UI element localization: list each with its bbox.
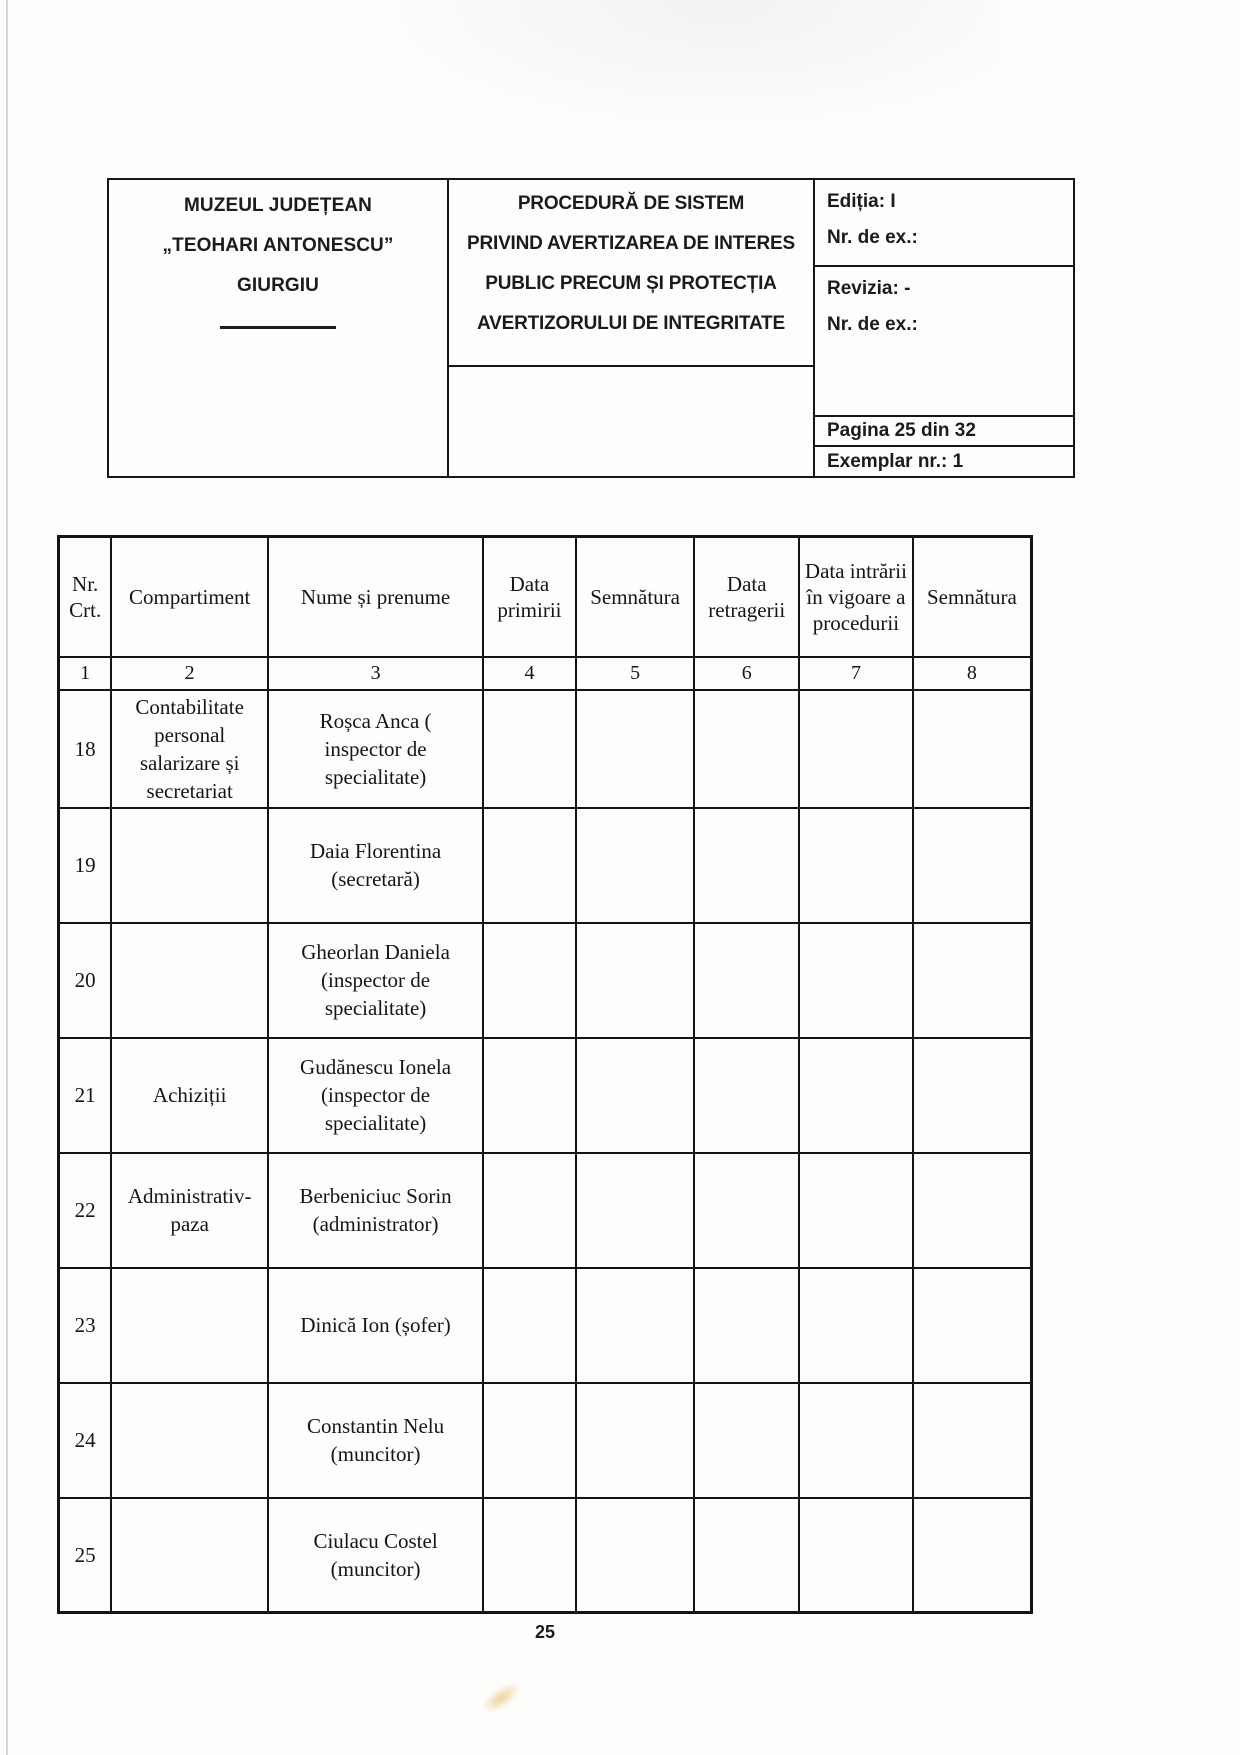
cell-nume-prenume: Ciulacu Costel (muncitor): [268, 1498, 483, 1613]
cell-semnatura-2: [913, 923, 1032, 1038]
cell-nr-crt: 19: [59, 808, 112, 923]
cell-compartiment: [111, 808, 268, 923]
table-row: [59, 1038, 1032, 1153]
column-number-row: [59, 657, 1032, 690]
procedure-title-line1: PROCEDURĂ DE SISTEM: [517, 193, 745, 214]
table-row: [59, 690, 1032, 808]
cell-data-retragerii: [694, 1038, 799, 1153]
procedure-title-cell: [449, 180, 813, 367]
document-meta-column: [815, 180, 1073, 476]
procedure-title-line3: PUBLIC PRECUM ȘI PROTECȚIA: [485, 273, 777, 294]
col-header-nr-crt: Nr. Crt.: [59, 537, 112, 657]
table-row: [59, 1498, 1032, 1613]
cell-compartiment: Administrativ-paza: [111, 1153, 268, 1268]
cell-semnatura-1: [576, 1498, 695, 1613]
table-row: [59, 1383, 1032, 1498]
main-table-body: [59, 690, 1032, 1613]
signature-table: [57, 535, 1033, 1614]
col-header-semnatura-1: Semnătura: [576, 537, 695, 657]
cell-semnatura-2: [913, 808, 1032, 923]
cell-semnatura-1: [576, 1153, 695, 1268]
cell-data-primirii: [483, 808, 576, 923]
cell-data-intrarii: [799, 923, 913, 1038]
edition-cell: [815, 180, 1073, 267]
cell-compartiment: [111, 1498, 268, 1613]
organization-cell: [109, 180, 449, 476]
revision-cell: [815, 267, 1073, 417]
copies-label-2: Nr. de ex.:: [827, 313, 918, 335]
cell-nr-crt: 18: [59, 690, 112, 808]
title-empty-cell: [449, 367, 813, 476]
cell-data-primirii: [483, 690, 576, 808]
table-row: [59, 1153, 1032, 1268]
cell-nume-prenume: Gheorlan Daniela (inspector de specialitate): [268, 923, 483, 1038]
page-info-label: Pagina 25 din 32: [827, 420, 976, 441]
copies-label-1: Nr. de ex.:: [827, 227, 918, 248]
col-header-compartiment: Compartiment: [111, 537, 268, 657]
cell-data-intrarii: [799, 808, 913, 923]
col-header-data-intrarii: Data intrării în vigoare a procedurii: [799, 537, 913, 657]
organization-name-line3: GIURGIU: [237, 275, 319, 296]
cell-nume-prenume: Berbeniciuc Sorin (administrator): [268, 1153, 483, 1268]
col-number-7: 7: [799, 657, 913, 690]
cell-nume-prenume: Daia Florentina (secretară): [268, 808, 483, 923]
cell-semnatura-1: [576, 1383, 695, 1498]
document-header-table: [107, 178, 1075, 478]
cell-compartiment: [111, 1383, 268, 1498]
cell-data-retragerii: [694, 1383, 799, 1498]
edition-label: Ediția: I: [827, 191, 896, 212]
cell-data-retragerii: [694, 808, 799, 923]
page-info-cell: [815, 417, 1073, 447]
cell-nume-prenume: Gudănescu Ionela (inspector de specialitate): [268, 1038, 483, 1153]
cell-semnatura-1: [576, 808, 695, 923]
cell-data-retragerii: [694, 923, 799, 1038]
cell-data-retragerii: [694, 1268, 799, 1383]
cell-nr-crt: 21: [59, 1038, 112, 1153]
table-row: [59, 923, 1032, 1038]
exemplar-cell: [815, 447, 1073, 476]
col-header-data-primirii: Data primirii: [483, 537, 576, 657]
cell-data-intrarii: [799, 690, 913, 808]
cell-data-primirii: [483, 1268, 576, 1383]
col-header-nume-prenume: Nume și prenume: [268, 537, 483, 657]
cell-nume-prenume: Roșca Anca ( inspector de specialitate): [268, 690, 483, 808]
scan-edge-line: [6, 0, 8, 1755]
cell-nr-crt: 24: [59, 1383, 112, 1498]
col-number-1: 1: [59, 657, 112, 690]
cell-compartiment: [111, 1268, 268, 1383]
cell-nr-crt: 20: [59, 923, 112, 1038]
cell-semnatura-2: [913, 1498, 1032, 1613]
col-number-8: 8: [913, 657, 1032, 690]
col-number-5: 5: [576, 657, 695, 690]
cell-semnatura-2: [913, 690, 1032, 808]
cell-semnatura-2: [913, 1038, 1032, 1153]
scan-smudge: [476, 1677, 525, 1720]
organization-name-line2: „TEOHARI ANTONESCU”: [162, 235, 394, 256]
cell-nr-crt: 23: [59, 1268, 112, 1383]
cell-data-retragerii: [694, 690, 799, 808]
cell-semnatura-1: [576, 923, 695, 1038]
organization-underline: [220, 326, 336, 329]
col-header-semnatura-2: Semnătura: [913, 537, 1032, 657]
cell-nume-prenume: Constantin Nelu (muncitor): [268, 1383, 483, 1498]
procedure-title-line4: AVERTIZORULUI DE INTEGRITATE: [477, 313, 785, 334]
cell-compartiment: Achiziții: [111, 1038, 268, 1153]
cell-compartiment: [111, 923, 268, 1038]
cell-data-retragerii: [694, 1153, 799, 1268]
cell-data-intrarii: [799, 1383, 913, 1498]
cell-compartiment: Contabilitate personal salarizare și secretariat: [111, 690, 268, 808]
cell-nr-crt: 22: [59, 1153, 112, 1268]
cell-data-intrarii: [799, 1268, 913, 1383]
cell-data-primirii: [483, 1498, 576, 1613]
col-number-2: 2: [111, 657, 268, 690]
col-number-3: 3: [268, 657, 483, 690]
cell-data-primirii: [483, 1038, 576, 1153]
cell-data-primirii: [483, 923, 576, 1038]
cell-semnatura-2: [913, 1153, 1032, 1268]
cell-data-retragerii: [694, 1498, 799, 1613]
cell-data-primirii: [483, 1383, 576, 1498]
cell-semnatura-2: [913, 1383, 1032, 1498]
cell-data-intrarii: [799, 1153, 913, 1268]
cell-semnatura-1: [576, 1038, 695, 1153]
col-header-data-retragerii: Data retragerii: [694, 537, 799, 657]
cell-nr-crt: 25: [59, 1498, 112, 1613]
organization-name-line1: MUZEUL JUDEȚEAN: [184, 195, 372, 216]
procedure-title-line2: PRIVIND AVERTIZAREA DE INTERES: [467, 233, 795, 254]
page-number: 25: [534, 1622, 556, 1642]
cell-data-intrarii: [799, 1498, 913, 1613]
table-row: [59, 1268, 1032, 1383]
col-number-6: 6: [694, 657, 799, 690]
col-number-4: 4: [483, 657, 576, 690]
table-header-row: [59, 537, 1032, 657]
table-row: [59, 808, 1032, 923]
cell-semnatura-1: [576, 690, 695, 808]
exemplar-label: Exemplar nr.: 1: [827, 451, 964, 472]
cell-data-intrarii: [799, 1038, 913, 1153]
cell-semnatura-1: [576, 1268, 695, 1383]
procedure-title-column: [449, 180, 815, 476]
cell-semnatura-2: [913, 1268, 1032, 1383]
cell-data-primirii: [483, 1153, 576, 1268]
cell-nume-prenume: Dinică Ion (șofer): [268, 1268, 483, 1383]
scan-shading: [380, 0, 1000, 130]
revision-label: Revizia: -: [827, 277, 911, 299]
